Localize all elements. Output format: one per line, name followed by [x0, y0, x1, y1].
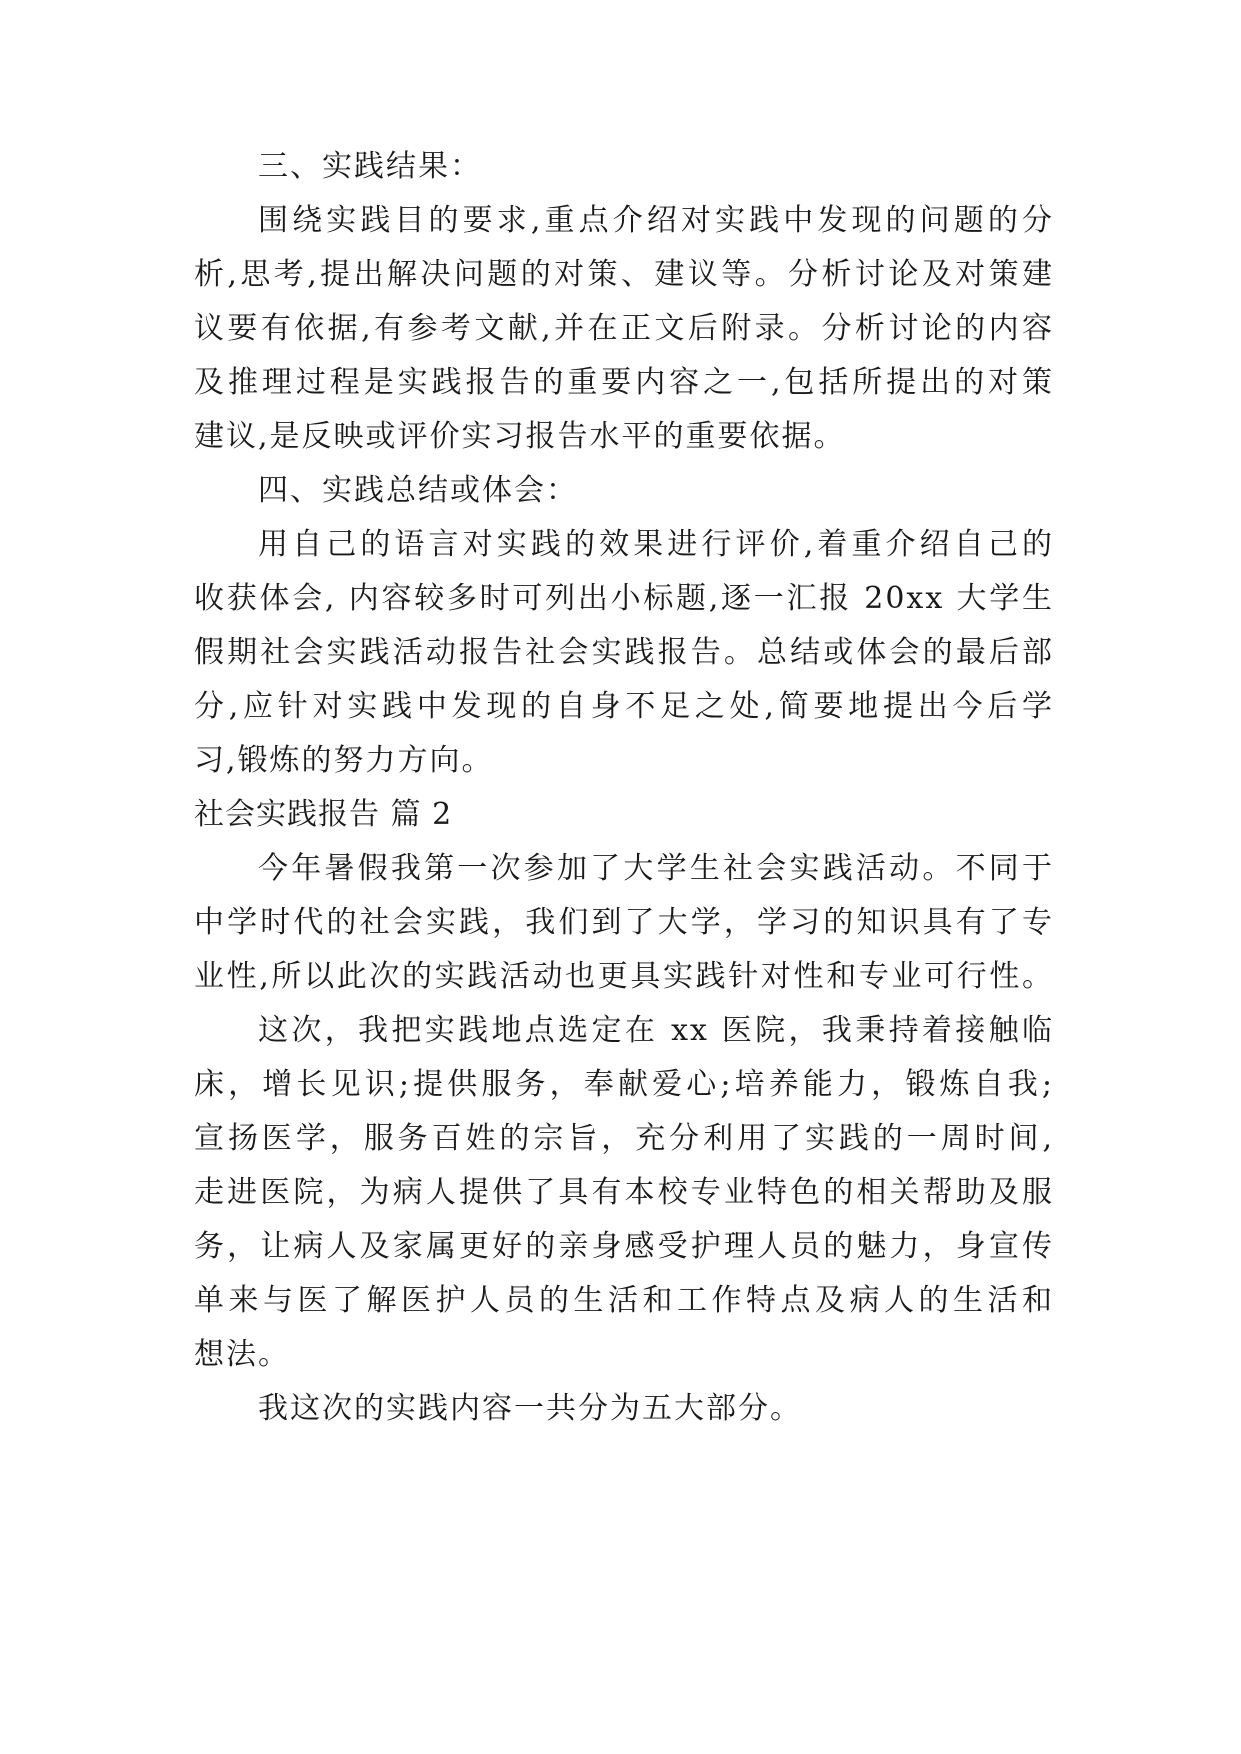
paragraph-line: 围绕实践目的要求,重点介绍对实践中发现的问题的分	[258, 203, 1054, 238]
paragraph-line: 业性,所以此次的实践活动也更具实践针对性和专业可行性。	[194, 959, 1054, 994]
paragraph-line: 建议,是反映或评价实习报告水平的重要依据。	[194, 419, 846, 454]
paragraph-line: 及推理过程是实践报告的重要内容之一,包括所提出的对策	[194, 365, 1054, 400]
paragraph-line: 宣扬医学，服务百姓的宗旨，充分利用了实践的一周时间,	[194, 1121, 1054, 1156]
paragraph-line: 走进医院，为病人提供了具有本校专业特色的相关帮助及服	[194, 1175, 1054, 1210]
paragraph-line: 想法。	[194, 1337, 290, 1372]
paragraph-line: 我这次的实践内容一共分为五大部分。	[258, 1391, 802, 1426]
section-heading-summary: 四、实践总结或体会：	[258, 473, 578, 508]
section-heading-results: 三、实践结果：	[258, 149, 482, 184]
paragraph-line: 收获体会, 内容较多时可列出小标题,逐一汇报 20xx 大学生	[194, 581, 1054, 616]
paragraph-line: 单来与医了解医护人员的生活和工作特点及病人的生活和	[194, 1283, 1054, 1318]
paragraph-line: 假期社会实践活动报告社会实践报告。总结或体会的最后部	[194, 635, 1054, 670]
paragraph-line: 务，让病人及家属更好的亲身感受护理人员的魅力，身宣传	[194, 1229, 1054, 1264]
paragraph-line: 今年暑假我第一次参加了大学生社会实践活动。不同于	[258, 851, 1054, 886]
paragraph-line: 中学时代的社会实践，我们到了大学，学习的知识具有了专	[194, 905, 1054, 940]
paragraph-line: 床，增长见识;提供服务，奉献爱心;培养能力，锻炼自我;	[194, 1067, 1054, 1102]
report-title-part-2: 社会实践报告 篇 2	[194, 797, 453, 832]
paragraph-line: 这次，我把实践地点选定在 xx 医院，我秉持着接触临	[258, 1013, 1054, 1048]
paragraph-line: 习,锻炼的努力方向。	[194, 743, 494, 778]
paragraph-line: 分,应针对实践中发现的自身不足之处,简要地提出今后学	[194, 689, 1054, 724]
paragraph-line: 析,思考,提出解决问题的对策、建议等。分析讨论及对策建	[194, 257, 1054, 292]
paragraph-line: 议要有依据,有参考文献,并在正文后附录。分析讨论的内容	[194, 311, 1054, 346]
paragraph-line: 用自己的语言对实践的效果进行评价,着重介绍自己的	[258, 527, 1054, 562]
